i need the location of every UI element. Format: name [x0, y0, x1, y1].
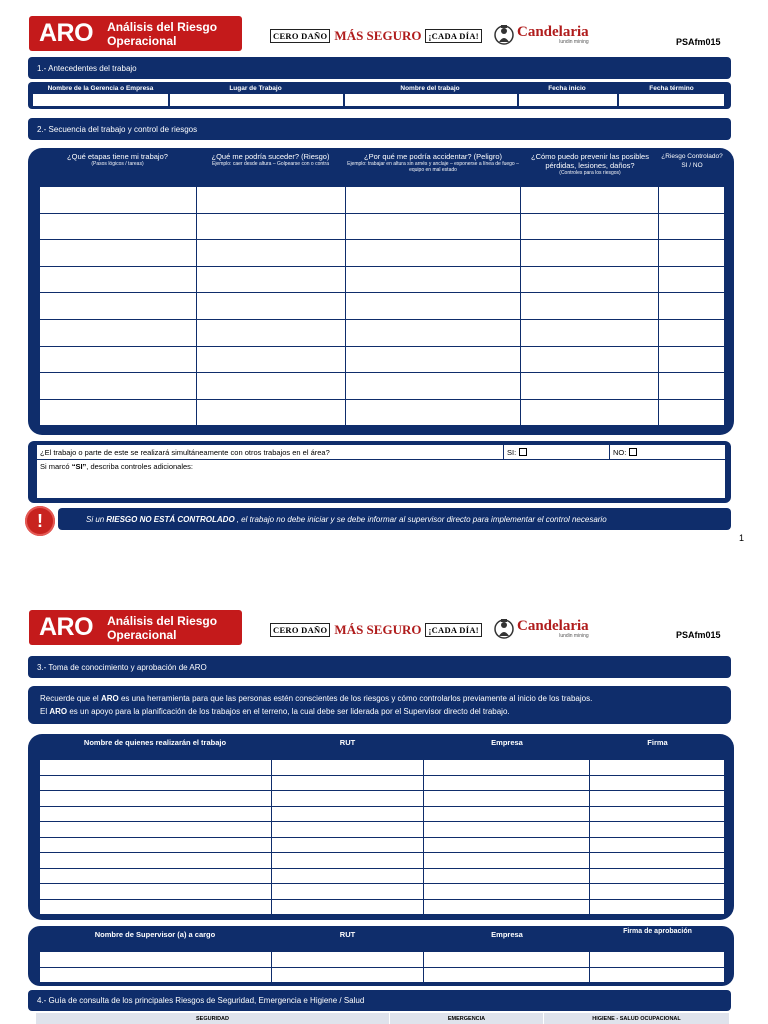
s1-col-fecha-inicio: Fecha inicio: [548, 84, 586, 92]
worker-cell[interactable]: [40, 775, 272, 791]
reminder-line2-bold: ARO: [49, 707, 68, 716]
workers-table: [28, 734, 734, 920]
s2-col-riesgo-note: Ejemplo: caer desde altura – Golpearse con o contra: [211, 161, 329, 167]
worker-cell[interactable]: [271, 760, 424, 776]
aro-logo-page2: [29, 610, 242, 645]
supervisor-col-nombre: Nombre de Supervisor (a) a cargo: [94, 930, 216, 939]
supervisor-cell[interactable]: [590, 967, 725, 983]
worker-cell[interactable]: [424, 884, 590, 900]
supervisor-cell[interactable]: [271, 967, 424, 983]
sequence-cell[interactable]: [40, 187, 197, 214]
simultaneous-question: ¿El trabajo o parte de este se realizará simultáneamente con otros trabajos en el área?: [40, 447, 330, 457]
s2-col-etapas-label: ¿Qué etapas tiene mi trabajo?: [67, 152, 168, 161]
warning-icon: !: [25, 506, 55, 536]
sequence-row: [40, 319, 725, 346]
sequence-cell[interactable]: [345, 346, 521, 373]
sequence-cell[interactable]: [659, 399, 725, 426]
worker-cell[interactable]: [40, 791, 272, 807]
worker-cell[interactable]: [271, 868, 424, 884]
s2-col-riesgo-label: ¿Qué me podría suceder? (Riesgo): [211, 152, 330, 161]
worker-cell[interactable]: [424, 853, 590, 869]
s2-col-controlado: ¿Riesgo Controlado? SI / NO: [661, 153, 723, 169]
warning-bold: RIESGO NO ESTÁ CONTROLADO: [106, 514, 235, 524]
section4-title: 4.- Guía de consulta de los principales Riesgos de Seguridad, Emergencia e Higiene / Salud: [28, 990, 731, 1011]
reminder-line1-pre: Recuerde que el: [40, 694, 101, 703]
logo-subtitle-page2: [107, 614, 217, 642]
sequence-cell[interactable]: [196, 240, 345, 267]
no-checkbox[interactable]: [629, 448, 637, 456]
slogan-mid: MÁS SEGURO: [334, 28, 422, 43]
sequence-cell[interactable]: [345, 373, 521, 400]
worker-cell[interactable]: [424, 868, 590, 884]
supervisor-cell[interactable]: [271, 952, 424, 968]
s4-col-emergencia: EMERGENCIA: [389, 1013, 543, 1024]
sequence-row: [40, 293, 725, 320]
worker-cell[interactable]: [40, 806, 272, 822]
worker-row: [40, 806, 725, 822]
section1-input-row: [33, 94, 726, 106]
miner-emblem-icon: [494, 616, 514, 642]
s4-col-seguridad: SEGURIDAD: [195, 1016, 229, 1022]
no-label: NO:: [613, 447, 627, 457]
logo-text: ARO: [39, 19, 94, 47]
no-option: [609, 445, 725, 459]
sequence-cell[interactable]: [345, 319, 521, 346]
section2-table: [28, 148, 734, 435]
worker-row: [40, 868, 725, 884]
worker-cell[interactable]: [271, 791, 424, 807]
worker-cell[interactable]: [40, 868, 272, 884]
worker-row: [40, 775, 725, 791]
worker-cell[interactable]: [424, 806, 590, 822]
slogan-right-page2: ¡CADA DÍA!: [425, 623, 481, 637]
sequence-row: [40, 399, 725, 426]
brand-name-page2: Candelaria: [517, 618, 589, 634]
worker-cell[interactable]: [590, 899, 725, 915]
warning-post: , el trabajo no debe iniciar y se debe informar al supervisor directo para implementar el control necesario: [236, 514, 607, 524]
sequence-cell[interactable]: [40, 373, 197, 400]
worker-cell[interactable]: [590, 822, 725, 838]
worker-cell[interactable]: [424, 822, 590, 838]
worker-cell[interactable]: [590, 791, 725, 807]
sequence-cell[interactable]: [659, 187, 725, 214]
sequence-cell[interactable]: [345, 266, 521, 293]
sequence-cell[interactable]: [521, 346, 659, 373]
sequence-cell[interactable]: [521, 240, 659, 267]
workers-col-nombre: Nombre de quienes realizarán el trabajo: [83, 738, 227, 747]
workers-grid: [39, 759, 725, 915]
brand-tag: lundin mining: [559, 39, 589, 45]
sequence-row: [40, 266, 725, 293]
sequence-cell[interactable]: [40, 213, 197, 240]
supervisor-col-firma: Firma de aprobación: [623, 928, 692, 935]
worker-cell[interactable]: [271, 899, 424, 915]
lugar-input[interactable]: [170, 94, 343, 106]
logo-subtitle-line1: Análisis del Riesgo: [107, 19, 218, 34]
worker-cell[interactable]: [424, 791, 590, 807]
reminder-line1: [40, 692, 731, 705]
warning-pre: Si un: [86, 514, 105, 524]
sequence-cell[interactable]: [659, 319, 725, 346]
sequence-row: [40, 187, 725, 214]
worker-cell[interactable]: [271, 884, 424, 900]
sequence-cell[interactable]: [659, 213, 725, 240]
worker-cell[interactable]: [271, 837, 424, 853]
s1-col-gerencia: Nombre de la Gerencia o Empresa: [47, 84, 154, 92]
supervisor-cell[interactable]: [424, 952, 590, 968]
section1-table: [28, 82, 731, 109]
sequence-cell[interactable]: [659, 346, 725, 373]
sequence-cell[interactable]: [521, 266, 659, 293]
sequence-cell[interactable]: [40, 293, 197, 320]
brand-tag-page2: lundin mining: [559, 633, 589, 639]
supervisor-header-row: [39, 926, 725, 951]
brand-logo: [494, 22, 589, 48]
sequence-cell[interactable]: [196, 346, 345, 373]
nombre-trabajo-input[interactable]: [345, 94, 517, 106]
slogan: [270, 28, 482, 44]
s2-col-prevenir: [521, 149, 659, 186]
worker-cell[interactable]: [590, 884, 725, 900]
worker-cell[interactable]: [271, 775, 424, 791]
brand-name: Candelaria: [517, 24, 589, 40]
miner-emblem-icon: [494, 22, 514, 48]
worker-cell[interactable]: [40, 760, 272, 776]
s1-col-lugar: Lugar de Trabajo: [229, 84, 282, 92]
worker-cell[interactable]: [271, 806, 424, 822]
workers-col-empresa: Empresa: [491, 738, 523, 747]
sequence-cell[interactable]: [196, 373, 345, 400]
sequence-cell[interactable]: [40, 240, 197, 267]
worker-cell[interactable]: [40, 837, 272, 853]
sequence-row: [40, 213, 725, 240]
fecha-termino-input[interactable]: [619, 94, 724, 106]
supervisor-row: [40, 967, 725, 983]
worker-cell[interactable]: [590, 806, 725, 822]
reminder-line2: [40, 705, 731, 718]
logo-subtitle: [107, 20, 217, 48]
worker-cell[interactable]: [271, 822, 424, 838]
worker-cell[interactable]: [40, 822, 272, 838]
sequence-cell[interactable]: [345, 293, 521, 320]
workers-col-rut: RUT: [339, 738, 356, 747]
s2-col-prevenir-label: ¿Cómo puedo prevenir las posibles pérdidas, lesiones, daños?: [531, 152, 649, 170]
si-checkbox[interactable]: [519, 448, 527, 456]
sequence-cell[interactable]: [521, 187, 659, 214]
worker-cell[interactable]: [590, 760, 725, 776]
worker-cell[interactable]: [590, 868, 725, 884]
worker-cell[interactable]: [424, 837, 590, 853]
sequence-cell[interactable]: [196, 293, 345, 320]
logo-subtitle-line2: Operacional: [107, 33, 177, 48]
fecha-inicio-input[interactable]: [519, 94, 617, 106]
s2-col-riesgo: [196, 149, 345, 186]
sequence-cell[interactable]: [521, 319, 659, 346]
reminder-line1-post: es una herramienta para que las personas estén conscientes de los riesgos y cómo controlarlos previamente al inicio de los trabajos.: [118, 694, 593, 703]
supervisor-cell[interactable]: [40, 952, 272, 968]
worker-cell[interactable]: [590, 837, 725, 853]
slogan-page2: [270, 622, 482, 638]
section1-title: 1.- Antecedentes del trabajo: [28, 57, 731, 79]
sequence-cell[interactable]: [345, 213, 521, 240]
section3-title: 3.- Toma de conocimiento y aprobación de ARO: [28, 656, 731, 678]
supervisor-row: [40, 952, 725, 968]
s1-col-fecha-termino: Fecha término: [649, 84, 694, 92]
sequence-cell[interactable]: [521, 213, 659, 240]
aro-logo: [29, 16, 242, 51]
sequence-cell[interactable]: [521, 399, 659, 426]
sequence-row: [40, 240, 725, 267]
sequence-cell[interactable]: [196, 319, 345, 346]
sequence-cell[interactable]: [40, 346, 197, 373]
slogan-mid-page2: MÁS SEGURO: [334, 622, 422, 637]
supervisor-table: [28, 926, 734, 986]
sequence-cell[interactable]: [659, 373, 725, 400]
aro-reminder: [28, 686, 731, 724]
workers-col-firma: Firma: [647, 738, 668, 747]
sequence-cell[interactable]: [345, 399, 521, 426]
sequence-cell[interactable]: [196, 266, 345, 293]
form-code: PSAfm015: [676, 37, 721, 47]
supervisor-col-rut: RUT: [339, 930, 356, 939]
supervisor-cell[interactable]: [424, 967, 590, 983]
sequence-cell[interactable]: [40, 319, 197, 346]
logo-text-page2: ARO: [39, 613, 94, 641]
si-label: SI:: [507, 447, 517, 457]
simultaneous-question-row: [37, 445, 725, 459]
sequence-cell[interactable]: [40, 266, 197, 293]
gerencia-input[interactable]: [33, 94, 168, 106]
worker-cell[interactable]: [590, 853, 725, 869]
worker-row: [40, 837, 725, 853]
supervisor-col-empresa: Empresa: [491, 930, 523, 939]
s2-col-etapas: [39, 149, 196, 186]
sequence-cell[interactable]: [521, 373, 659, 400]
reminder-line2-pre: El: [40, 707, 50, 716]
section4-header-row: [36, 1013, 729, 1024]
worker-row: [40, 899, 725, 915]
worker-cell[interactable]: [40, 899, 272, 915]
s1-col-nombre: Nombre del trabajo: [400, 84, 460, 92]
worker-row: [40, 791, 725, 807]
worker-row: [40, 884, 725, 900]
workers-header-row: [39, 734, 725, 759]
sequence-row: [40, 346, 725, 373]
sequence-cell[interactable]: [196, 187, 345, 214]
additional-controls-field[interactable]: [37, 460, 725, 498]
sequence-cell[interactable]: [659, 293, 725, 320]
sequence-cell[interactable]: [196, 213, 345, 240]
supervisor-cell[interactable]: [40, 967, 272, 983]
supervisor-grid: [39, 951, 725, 983]
worker-cell[interactable]: [271, 853, 424, 869]
follow-up-pre: Si marcó: [40, 462, 72, 471]
slogan-right: ¡CADA DÍA!: [425, 29, 481, 43]
sequence-cell[interactable]: [40, 399, 197, 426]
sequence-cell[interactable]: [345, 187, 521, 214]
worker-cell[interactable]: [424, 760, 590, 776]
worker-row: [40, 853, 725, 869]
logo-subtitle-line1-page2: Análisis del Riesgo: [107, 613, 218, 628]
slogan-left-page2: CERO DAÑO: [270, 623, 330, 637]
logo-subtitle-line2-page2: Operacional: [107, 627, 177, 642]
follow-up-bold: “SI”: [71, 462, 87, 471]
worker-row: [40, 822, 725, 838]
worker-cell[interactable]: [40, 853, 272, 869]
s2-col-peligro-label: ¿Por qué me podría accidentar? (Peligro): [364, 152, 502, 161]
worker-cell[interactable]: [40, 884, 272, 900]
sequence-cell[interactable]: [659, 266, 725, 293]
worker-row: [40, 760, 725, 776]
s4-col-higiene: HIGIENE - SALUD OCUPACIONAL: [543, 1013, 729, 1024]
section2-header-row: [39, 149, 725, 186]
reminder-line2-post: es un apoyo para la planificación de los trabajos en el terreno, la cual debe ser liderada por el Supervisor directo del trabajo.: [67, 707, 510, 716]
si-option: [503, 445, 609, 459]
sequence-cell[interactable]: [345, 240, 521, 267]
page-number: 1: [739, 533, 745, 543]
sequence-cell[interactable]: [521, 293, 659, 320]
section2-title: 2.- Secuencia del trabajo y control de riesgos: [28, 118, 731, 140]
worker-cell[interactable]: [424, 899, 590, 915]
form-code-page2: PSAfm015: [676, 630, 721, 640]
slogan-left: CERO DAÑO: [270, 29, 330, 43]
brand-logo-page2: [494, 616, 589, 642]
reminder-line1-bold: ARO: [100, 694, 119, 703]
supervisor-cell[interactable]: [590, 952, 725, 968]
s2-col-etapas-note: (Pasos lógicos / tareas): [91, 161, 144, 167]
sequence-cell[interactable]: [196, 399, 345, 426]
warning-banner: [58, 508, 731, 530]
section2-grid: [39, 186, 725, 426]
sequence-row: [40, 373, 725, 400]
s2-col-prevenir-note: (Controles para los riesgos): [559, 170, 621, 176]
worker-cell[interactable]: [424, 775, 590, 791]
sequence-cell[interactable]: [659, 240, 725, 267]
s2-col-peligro-note: Ejemplo: trabajar en altura sin arnés y anclaje – exponerse a línea de fuego – equipo en mal estado: [347, 161, 519, 173]
simultaneous-box: [28, 441, 731, 503]
follow-up-post: , describa controles adicionales:: [86, 462, 194, 471]
worker-cell[interactable]: [590, 775, 725, 791]
s2-col-peligro: [345, 149, 521, 186]
